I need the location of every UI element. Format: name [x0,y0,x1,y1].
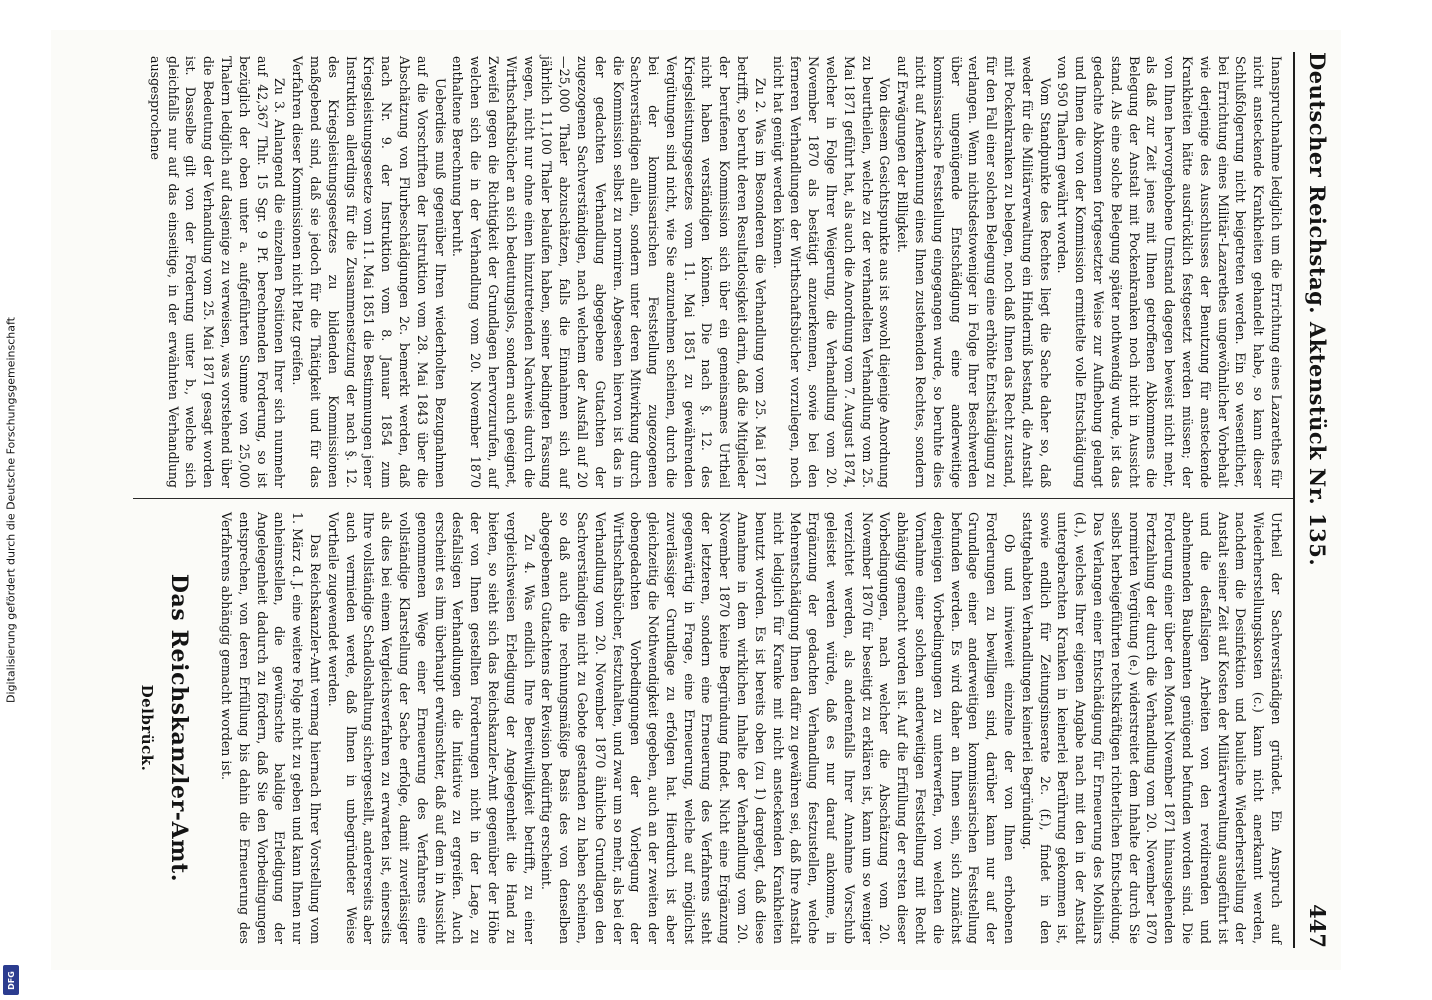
left-column [146,56,1285,488]
dfg-logo-icon [3,965,19,995]
header-rule [1293,52,1295,948]
column-divider [133,498,1293,499]
paragraph: Von diesem Gesichtspunkte aus ist sowohl diejenige Anordnung zu beurtheilen, welche zu der verhandelten Verhandlung vom 25. Mai 1871 geführt hat, als auch die Anordnung vom 7. August 1874, welcher in Folge Ihrer Weigerung, die Verhandlung vom 20. November 1870 als bestätigt anzuerkennen, sowie bei den ferneren Verhandlungen der Wirthschaftsbücher vorzulegen, noch nicht hat genügt werden können. [770,56,893,488]
right-column [138,512,1285,944]
credit-text: Digitalisierung gefördert durch die Deutsche Forschungsgemeinschaft [4,317,18,703]
signature-office: Das Reichskanzler-Amt. [166,573,193,883]
paragraph: Ob und inwieweit einzelne der von Ihnen erhobenen Forderungen zu bewilligen sind, darüber kann nur auf der Grundlage einer anderweitigen kommissarischen Feststellung befunden werden. Es wird daher an Ihnen sein, sich zunächst denjenigen Vorbedingungen zu unterwerfen, von welchen die Vornahme einer solchen anderweitigen Feststellung mit Recht abhängig gemacht worden ist. Auf die Erfüllung der ersten dieser Vorbedingungen, nach welcher die Abschätzung vom 20. November 1870 für beseitigt zu erklären ist, kann um so weniger verzichtet werden, als anderenfalls Ihrer Annahme Vorschub geleistet werden würde, daß es nur darauf ankomme, in Ergänzung der gedachten Verhandlung festzustellen, welche Mehrentschädigung Ihnen dafür zu gewähren sei, daß Ihre Anstalt nicht lediglich für Kranke mit nicht ansteckenden Krankheiten benutzt worden. Es ist bereits oben (zu 1) dargelegt, daß diese Annahme in dem wirklichen Inhalte der Verhandlung vom 20. November 1870 keine Begründung findet. Nicht eine Ergänzung der letzteren, sondern eine Erneuerung des Verfahrens steht gegenwärtig in Frage, eine Erneuerung, welche auf möglichst zuverlässiger Grundlage zu erfolgen hat. Hierdurch ist aber gleichzeitig die Nothwendigkeit gegeben, auch an der zweiten der obengedachten Vorbedingungen der Vorlegung der Wirthschaftsbücher, festzuhalten, und zwar um so mehr, als bei der Verhandlung vom 20. November 1870 ähnliche Grundlagen den Sachverständigen nicht zu Gebote gestanden zu haben scheinen, so daß auch die rechnungsmäßige Basis des von denselben abgegebenen Gutachtens der Revision bedürftig erscheint. [539,512,1018,944]
dfg-logo-text: DFG [6,970,16,990]
signature-name: Delbrück. [138,684,157,772]
page-number: 447 [1305,904,1331,948]
paragraph: Das Reichskanzler-Amt vermag hiernach Ihrer Vorstellung vom 1. März d. J. eine weitere Folge nicht zu geben und kann Ihnen nur anheimstellen, die gewünschte baldige Erledigung der Angelegenheit dadurch zu fördern, daß Sie den Vorbedingungen entsprechen, von deren Erfüllung bis dahin die Erneuerung des Verfahrens abhängig gemacht worden ist. [218,512,323,944]
paragraph: Vom Standpunkte des Rechtes liegt die Sache daher so, daß weder für die Militärverwaltung ein Hinderniß bestand, die Anstalt mit Pockenkranken zu belegen, noch daß Ihnen das Recht zustand, für den Fall einer solchen Belegung eine erhöhte Entschädigung zu verlangen. Wenn nichtsdestoweniger in Folge Ihrer Beschwerden über ungenügende Entschädigung eine anderweitige kommissarische Feststellung eingegangen wurde, so beruhte dies nicht auf Anerkennung eines Ihnen zustehenden Rechtes, sondern auf Erwägungen der Billigkeit. [895,56,1053,488]
running-title: Deutscher Reichstag. Aktenstück Nr. 135. [1305,52,1331,567]
paragraph: Inanspruchnahme lediglich um die Errichtung eines Lazarethes für nicht ansteckende Krankheiten gehandelt habe, so kann dieser Schlußfolgerung nicht beigetreten werden. Ein so wesentlicher, bei Errichtung eines Militär-Lazarethes ungewöhnlicher Vorbehalt wie derjenige des Ausschlusses der Benutzung für ansteckende Krankheiten hätte ausdrücklich festgesetzt werden müssen; der von Ihnen hervorgehobene Umstand dagegen beweist nicht mehr, als daß zur Zeit jenes mit Ihnen getroffenen Abkommens die Belegung der Anstalt mit Pockenkranken noch nicht in Aussicht stand. Als eine solche Belegung später nothwendig wurde, ist das gedachte Abkommen fortgesetzter Weise zur Aufhebung gelangt und Ihnen die von der Kommission ermittelte volle Entschädigung von 950 Thalern gewährt worden. [1055,56,1284,488]
paragraph: Zu 2. Was im Besonderen die Verhandlung vom 25. Mai 1871 betrifft, so beruht deren Resultatlosigkeit darin, daß die Mitglieder der berufenen Kommission sich über ein gemeinsames Urtheil nicht haben verständigen können. Die nach §. 12. des Kriegsleistungsgesetzes vom 11. Mai 1851 zu gewährenden Vergütungen sind nicht, wie Sie anzunehmen scheinen, durch die bei der kommissarischen Feststellung zugezogenen Sachverständigen allein, sondern unter deren Mitwirkung durch die Kommission selbst zu normiren. Abgesehen hiervon ist das in der gedachten Verhandlung abgegebene Gutachten der zugezogenen Sachverständigen, nach welchem der Ausfall auf 20—25,000 Thaler abzuschätzen, falls die Einnahmen sich auf jährlich 11,100 Thaler belaufen haben, seiner bedingten Fassung wegen, nicht nur ohne einen hinzutretenden Nachweis durch die Wirthschaftsbücher an sich bedeutungslos, sondern auch geeignet, Zweifel gegen die Richtigkeit der Grundlagen hervorzurufen, auf welchen sich die in der Verhandlung vom 20. November 1870 enthaltene Berechnung beruht. [450,56,768,488]
digitization-credit-strip [0,0,22,1000]
paragraph: Ueberdies muß gegenüber Ihren wiederholten Bezugnahmen auf die Vorschriften der Instruktion vom 28. Mai 1843 über die Abschätzung von Flurbeschädigungen 2c. bemerkt werden, daß nach Nr. 9. der Instruktion vom 8. Januar 1854 zum Kriegsleistungsgesetze vom 11. Mai 1851 die Bestimmungen jener Instruktion allerdings für die Zusammensetzung der nach §. 12. des Kriegsleistungsgesetzes zu bildenden Kommissionen maßgebend sind, daß sie jedoch für die Thätigkeit und für das Verfahren dieser Kommissionen nicht Platz greifen. [290,56,448,488]
paragraph: Zu 3. Anlangend die einzelnen Positionen Ihrer sich nunmehr auf 42,367 Thlr. 15 Sgr. 9 Pf. berechnenden Forderung, so ist bezüglich der oben unter a. aufgeführten Summe von 25,000 Thalern lediglich auf dasjenige zu verweisen, was vorstehend über die Bedeutung der Verhandlung vom 25. Mai 1871 gesagt worden ist. Dasselbe gilt von der Forderung unter b., welche sich gleichfalls nur auf das einseitige, in der erwähnten Verhandlung ausgesprochene [147,56,288,488]
paragraph: Zu 4. Was endlich Ihre Bereitwilligkeit betrifft, zu einer vergleichsweisen Erledigung der Angelegenheit die Hand zu bieten, so sieht sich das Reichskanzler-Amt gegenüber der Höhe der von Ihnen gestellten Forderungen nicht in der Lage, zu desfallsigen Verhandlungen die Initiative zu ergreifen. Auch erscheint es ihm überhaupt erwünschter, daß auf dem in Aussicht genommenen Wege einer Erneuerung des Verfahrens eine vollständige Klarstellung der Sache erfolge, damit zuverlässiger als dies bei einem Vergleichsverfahren zu erwarten ist, einerseits Ihre vollständige Schadloshaltung sichergestellt, andererseits aber auch vermieden werde, daß Ihnen in unbegründeter Weise Vortheile zugewendet werden. [325,512,537,944]
rotated-document-page [51,30,1341,970]
paragraph: Urtheil der Sachverständigen gründet. Ein Anspruch auf Wiederherstellungskosten (c.) kann nicht anerkannt werden, nachdem die Desinfektion und bauliche Wiederherstellung der Anstalt seiner Zeit auf Kosten der Militärverwaltung ausgeführt ist und die desfallsigen Arbeiten von den revidirenden und abnehmenden Baubeamten genügend befunden worden sind. Die Forderung einer über den Monat November 1871 hinausgehenden Fortzahlung der durch die Verhandlung vom 20. November 1870 normirten Vergütung (e.) widerstreitet dem Inhalte der durch Sie selbst herbeigeführten rechtskräftigen richterlichen Entscheidung. Das Verlangen einer Entschädigung für Erneuerung des Mobiliars (d.), welches Ihrer eigenen Angabe nach mit den in der Anstalt untergebrachten Kranken in keinerlei Berührung gekommen ist, sowie endlich für Zeitungsinserate 2c. (f.), findet in den stattgehabten Verhandlungen keinerlei Begründung. [1019,512,1284,944]
page-header [1303,52,1333,948]
